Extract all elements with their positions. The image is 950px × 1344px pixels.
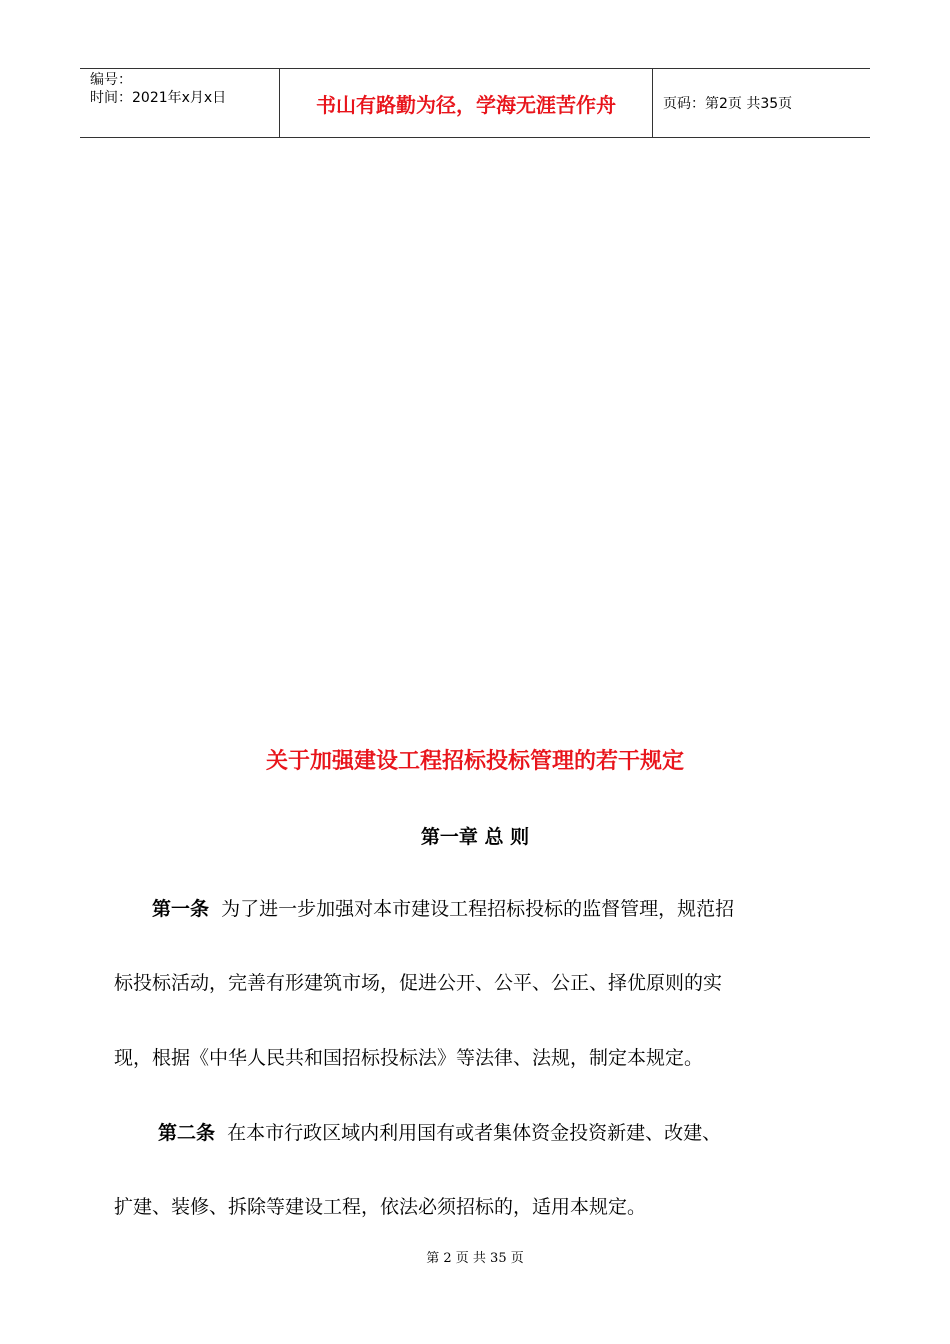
page-header <box>80 68 870 138</box>
article2-lead: 第二条 <box>158 1122 216 1144</box>
document-title: 关于加强建设工程招标投标管理的若干规定 <box>265 748 684 774</box>
article1-line1 <box>114 894 844 921</box>
chapter-heading: 第一章 总 则 <box>420 826 530 848</box>
header-date-label: 时间：2021年x月x日 <box>90 90 227 106</box>
article2-line2: 扩建、装修、拆除等建设工程，依法必须招标的，适用本规定。 <box>114 1196 647 1218</box>
article2-text1: 在本市行政区域内利用国有或者集体资金投资新建、改建、 <box>227 1122 722 1144</box>
article1-lead: 第一条 <box>152 898 210 920</box>
article2-line1 <box>114 1118 844 1145</box>
header-meta <box>80 69 280 137</box>
page-footer: 第 2 页 共 35 页 <box>426 1251 524 1266</box>
article1-text1: 为了进一步加强对本市建设工程招标投标的监督管理，规范招 <box>221 898 735 920</box>
header-page-label: 页码：第2页 共35页 <box>663 96 793 112</box>
article1-line3: 现，根据《中华人民共和国招标投标法》等法律、法规，制定本规定。 <box>114 1047 704 1069</box>
article1-line2: 标投标活动，完善有形建筑市场，促进公开、公平、公正、择优原则的实 <box>114 972 723 994</box>
header-motto: 书山有路勤为径，学海无涯苦作舟 <box>280 69 653 137</box>
header-number-label: 编号： <box>90 72 132 88</box>
